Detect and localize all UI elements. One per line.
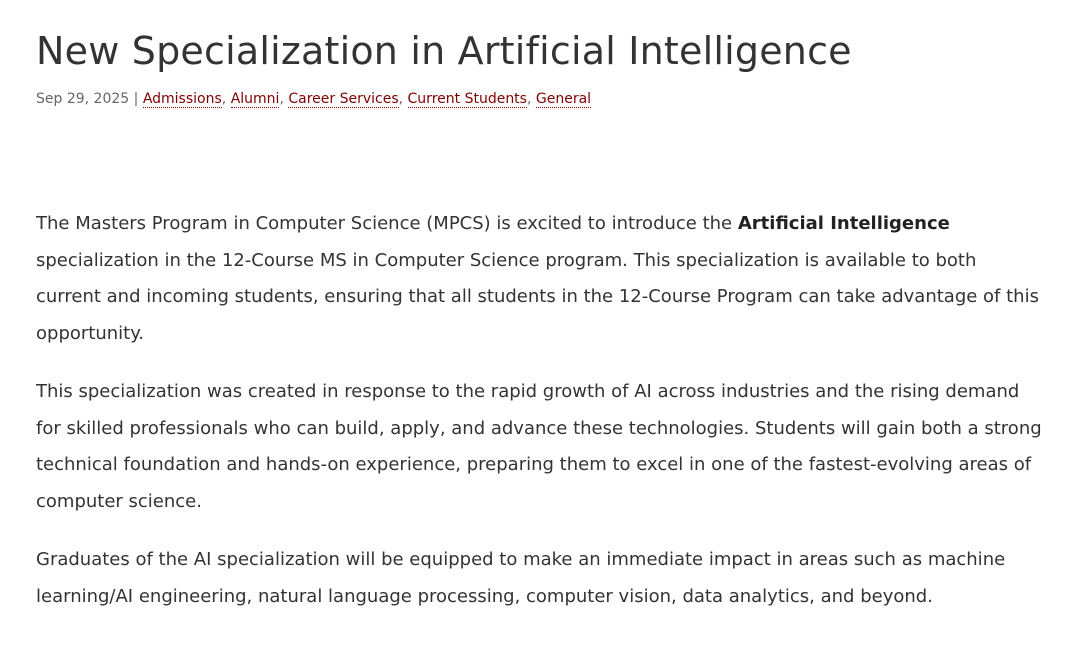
- body-paragraph-1: [36, 206, 1046, 352]
- category-delimiter: ,: [526, 91, 536, 107]
- category-link-current-students[interactable]: Current Students: [407, 91, 527, 107]
- category-delimiter: ,: [279, 91, 289, 107]
- body-paragraph-2: This specialization was created in response to the rapid growth of AI across industries and the rising demand for skilled professionals who can build, apply, and advance these technologies. Students will gain both a strong technical foundation and hands-on experience, preparing them to excel in one of the fastest-evolving areas of computer science.: [36, 381, 1042, 512]
- category-delimiter: ,: [221, 91, 231, 107]
- post-body: [36, 206, 1046, 637]
- paragraph-1-intro: The Masters Program in Computer Science (MPCS) is excited to introduce the: [36, 213, 738, 234]
- category-link-career-services[interactable]: Career Services: [288, 91, 399, 107]
- article: [36, 0, 1046, 607]
- category-link-general[interactable]: General: [535, 91, 592, 107]
- page-title: New Specialization in Artificial Intelligence: [36, 29, 852, 73]
- post-date: Sep 29, 2025: [36, 91, 130, 107]
- post-meta: [36, 90, 1046, 108]
- meta-separator: |: [129, 91, 143, 107]
- specialization-name: Artificial Intelligence: [737, 213, 950, 234]
- category-link-admissions[interactable]: Admissions: [142, 91, 222, 107]
- paragraph-1-rest: specialization in the 12-Course MS in Computer Science program. This specialization is available to both current and incoming students, ensuring that all students in the 12-Course Program can take advantage of this opportunity.: [36, 249, 1039, 344]
- body-paragraph-3: Graduates of the AI specialization will be equipped to make an immediate impact in areas such as machine learning/AI engineering, natural language processing, computer vision, data analytics, and beyond.: [36, 549, 1006, 607]
- category-delimiter: ,: [398, 91, 408, 107]
- category-link-alumni[interactable]: Alumni: [230, 91, 280, 107]
